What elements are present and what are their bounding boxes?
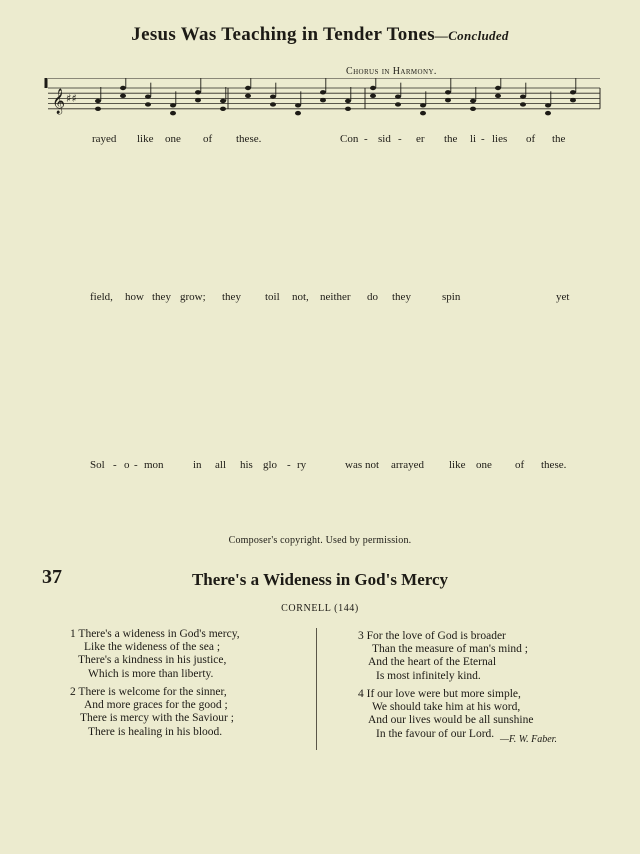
title-text: Jesus Was Teaching in Tender Tones <box>131 24 435 45</box>
note-head <box>220 99 226 103</box>
note-head <box>370 86 376 90</box>
verse-line: If our love were but more simple, <box>366 688 521 700</box>
note-head <box>170 111 176 115</box>
note-head <box>270 102 276 106</box>
note-head <box>120 94 126 98</box>
note-head <box>145 102 151 106</box>
note-head <box>470 107 476 111</box>
copyright-note: Composer's copyright. Used by permission. <box>228 535 412 546</box>
lyric-syllable: not, <box>292 291 309 303</box>
lyric-syllable: grow; <box>180 291 206 303</box>
verse-line: And the heart of the Eternal <box>368 656 497 669</box>
note-head <box>320 90 326 94</box>
verse-line: And more graces for the good ; <box>84 699 228 712</box>
note-head <box>395 102 401 106</box>
lyric-syllable: - <box>134 459 138 471</box>
note-head <box>245 94 251 98</box>
note-head <box>495 94 501 98</box>
score-staves-1 <box>40 78 610 208</box>
note-head <box>445 90 451 94</box>
note-head <box>395 94 401 98</box>
note-head <box>270 94 276 98</box>
music-system-1 <box>40 78 610 208</box>
note-head <box>470 99 476 103</box>
note-head <box>345 107 351 111</box>
lyric-syllable: - <box>287 459 291 471</box>
note-head <box>145 94 151 98</box>
note-head <box>445 98 451 102</box>
verse-line: And our lives would be all sunshine <box>368 714 534 727</box>
verse-number: 4 <box>358 688 364 700</box>
lyric-syllable: field, <box>90 291 113 303</box>
lyric-syllable: they <box>152 291 171 303</box>
hymn-page-title <box>0 24 640 46</box>
lyric-syllable: these. <box>541 459 567 471</box>
lyric-syllable: - <box>364 133 368 145</box>
lyric-syllable: yet <box>556 291 570 303</box>
verse-line: Than the measure of man's mind ; <box>372 643 529 656</box>
note-head <box>420 103 426 107</box>
note-head <box>295 103 301 107</box>
lyric-syllable: of <box>515 459 525 471</box>
lyric-syllable: not <box>365 459 380 471</box>
verse-line: Like the wideness of the sea ; <box>84 641 221 654</box>
verse-3 <box>358 630 528 683</box>
lyric-syllable: how <box>125 291 144 303</box>
note-head <box>545 111 551 115</box>
title-suffix: —Concluded <box>434 28 509 43</box>
note-head <box>570 98 576 102</box>
lyric-syllable: - <box>481 133 485 145</box>
lyric-syllable: - <box>113 459 117 471</box>
verse-2 <box>70 686 234 739</box>
lyric-syllable: of <box>526 133 536 145</box>
music-system-3 <box>40 398 610 528</box>
lyric-syllable: in <box>193 459 202 471</box>
lyric-syllable: ry <box>297 459 307 471</box>
note-head <box>245 86 251 90</box>
note-head <box>420 111 426 115</box>
lyric-syllable: li <box>470 133 477 145</box>
lyric-syllable: the <box>444 133 458 145</box>
lyric-syllable: er <box>416 133 425 145</box>
verse-line: Is most infinitely kind. <box>376 669 481 682</box>
lyric-syllable: spin <box>442 291 461 303</box>
verse-line: There's a wideness in God's mercy, <box>78 628 240 640</box>
tune-name: CORNELL (144) <box>281 603 359 614</box>
note-head <box>370 94 376 98</box>
verse-number: 1 <box>70 628 76 640</box>
hymn-title: There's a Wideness in God's Mercy <box>191 570 449 589</box>
hymn-number: 37 <box>42 566 62 588</box>
verse-line: Which is more than liberty. <box>88 667 214 680</box>
lyric-syllable: glo <box>263 459 278 471</box>
note-head <box>195 90 201 94</box>
lyric-syllable: one <box>165 133 181 145</box>
note-head <box>520 94 526 98</box>
lyric-syllable: - <box>398 133 402 145</box>
lyric-syllable: they <box>222 291 241 303</box>
note-head <box>320 98 326 102</box>
lyric-syllable: one <box>476 459 492 471</box>
note-head <box>95 107 101 111</box>
lyric-syllable: like <box>137 133 154 145</box>
lyric-syllable: Con <box>340 133 359 145</box>
note-head <box>95 99 101 103</box>
note-head <box>495 86 501 90</box>
verse-line: We should take him at his word, <box>372 701 521 714</box>
verse-line: In the favour of our Lord. <box>376 727 495 740</box>
verse-line: There is mercy with the Saviour ; <box>80 712 234 725</box>
lyric-syllable: all <box>215 459 226 471</box>
lyric-syllable: sid <box>378 133 391 145</box>
lyric-syllable: they <box>392 291 411 303</box>
verse-line: For the love of God is broader <box>366 630 506 642</box>
lyric-syllable: do <box>367 291 378 303</box>
lyric-syllable: his <box>240 459 253 471</box>
lyric-syllable: like <box>449 459 466 471</box>
key-signature-icon: ♯♯ <box>66 92 77 105</box>
lyric-syllable: lies <box>492 133 508 145</box>
note-head <box>570 90 576 94</box>
lyric-syllable: of <box>203 133 213 145</box>
verse-number: 3 <box>358 630 364 642</box>
lyric-syllable: o <box>124 459 130 471</box>
verse-1 <box>70 628 240 681</box>
lyric-syllable: these. <box>236 133 262 145</box>
chorus-label: Chorus in Harmony. <box>346 66 437 77</box>
lyric-syllable: mon <box>144 459 164 471</box>
note-head <box>520 102 526 106</box>
note-head <box>220 107 226 111</box>
lyric-syllable: toil <box>265 291 280 303</box>
verse-line: There's a kindness in his justice, <box>78 654 227 667</box>
music-system-2 <box>40 236 610 366</box>
column-divider <box>316 628 317 750</box>
verse-4 <box>358 688 533 741</box>
treble-clef-icon: 𝄞 <box>52 89 66 114</box>
lyric-syllable: was <box>345 459 363 471</box>
note-head <box>295 111 301 115</box>
verse-line: There is healing in his blood. <box>88 725 223 738</box>
lyric-syllable: neither <box>320 291 351 303</box>
hymn-author: —F. W. Faber. <box>500 734 557 745</box>
note-head <box>545 103 551 107</box>
lyric-syllable: the <box>552 133 566 145</box>
lyric-syllable: rayed <box>92 133 117 145</box>
verse-line: There is welcome for the sinner, <box>78 686 227 698</box>
verse-number: 2 <box>70 686 76 698</box>
note-head <box>195 98 201 102</box>
note-head <box>120 86 126 90</box>
lyric-syllable: Sol <box>90 459 105 471</box>
lyric-syllable: arrayed <box>391 459 424 471</box>
note-head <box>345 99 351 103</box>
note-head <box>170 103 176 107</box>
